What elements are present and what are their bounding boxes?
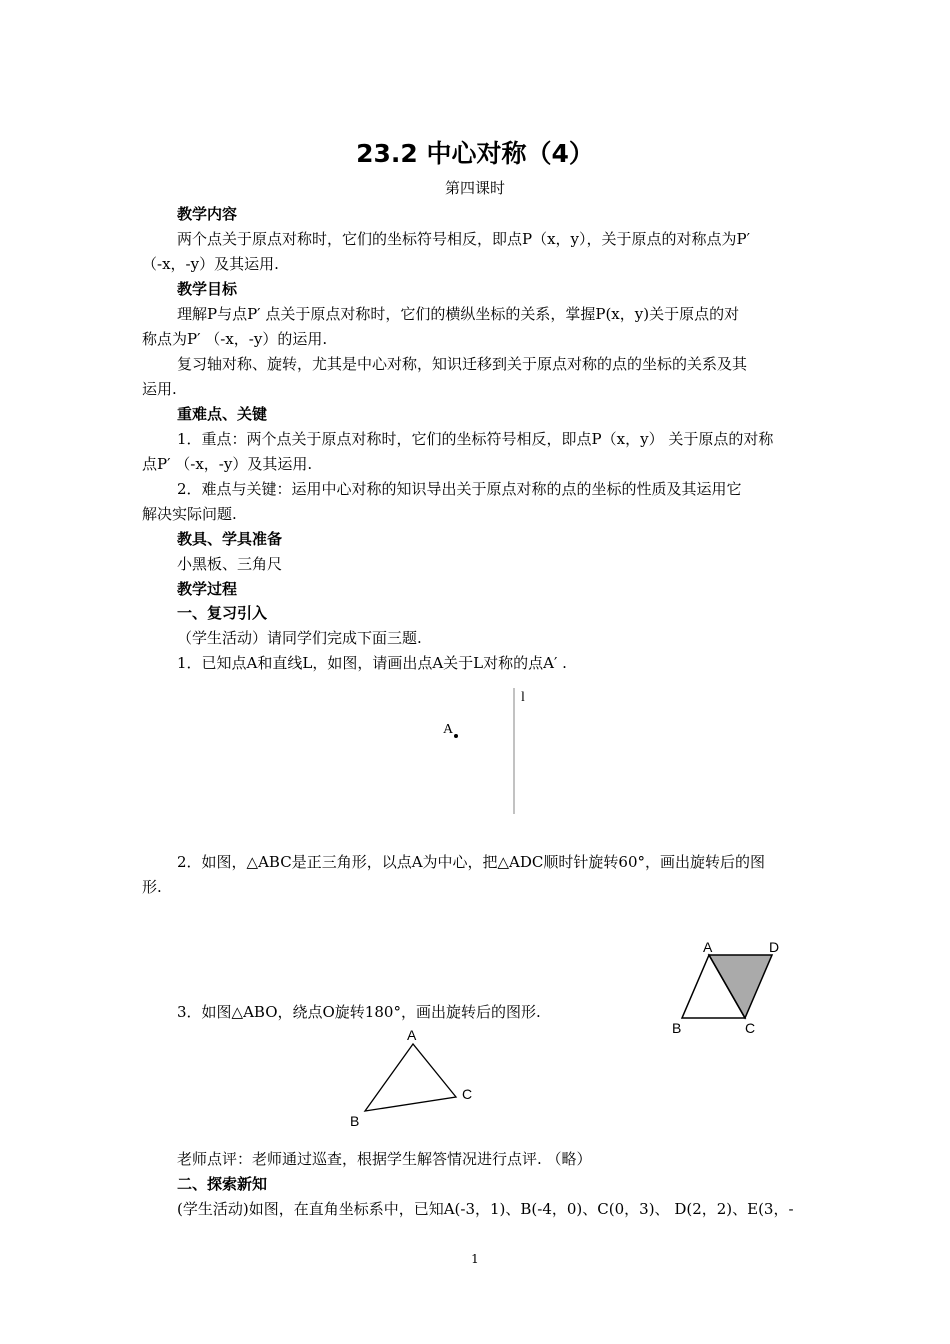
- fig3-label-c: C: [462, 1086, 473, 1102]
- fig2-label-a: A: [703, 939, 713, 955]
- goals-p1-line-2: 称点为P′ （-x，-y）的运用.: [142, 330, 328, 348]
- tools-text: 小黑板、三角尺: [177, 555, 283, 573]
- question-1: 1．已知点A和直线L，如图，请画出点A关于L对称的点A′ .: [177, 654, 567, 672]
- triangle-abc-fig3: [365, 1044, 456, 1111]
- review-intro: （学生活动）请同学们完成下面三题.: [177, 629, 422, 647]
- fig2-label-c: C: [745, 1020, 756, 1036]
- fig3-label-a: A: [407, 1027, 417, 1043]
- key-1-line-1: 1．重点：两个点关于原点对称时，它们的坐标符号相反，即点P（x，y） 关于原点的对称: [177, 430, 774, 448]
- heading-teaching-content: 教学内容: [177, 205, 238, 223]
- fig3-label-b: B: [350, 1113, 360, 1129]
- content-line-2: （-x，-y）及其运用.: [142, 255, 279, 273]
- triangle-abc: [682, 955, 745, 1018]
- key-2-line-2: 解决实际问题.: [142, 505, 237, 523]
- heading-teaching-goals: 教学目标: [177, 280, 238, 298]
- question-2-line-1: 2．如图，△ABC是正三角形，以点A为中心，把△ADC顺时针旋转60°，画出旋转后的图: [177, 853, 765, 871]
- question-2-line-2: 形.: [142, 878, 162, 896]
- content-line-1: 两个点关于原点对称时，它们的坐标符号相反，即点P（x，y），关于原点的对称点为P′: [177, 230, 751, 248]
- page-number: 1: [471, 1252, 479, 1266]
- heading-explore: 二、探索新知: [177, 1175, 268, 1193]
- point-a-label: A: [443, 722, 454, 737]
- fig2-label-b: B: [672, 1020, 682, 1036]
- teacher-comment: 老师点评：老师通过巡查，根据学生解答情况进行点评. （略）: [177, 1150, 592, 1168]
- goals-p2-line-1: 复习轴对称、旋转，尤其是中心对称，知识迁移到关于原点对称的点的坐标的关系及其: [177, 355, 748, 373]
- heading-tools: 教具、学具准备: [177, 530, 283, 548]
- point-a: [454, 734, 458, 738]
- heading-review: 一、复习引入: [177, 604, 268, 622]
- fig2-label-d: D: [769, 939, 780, 955]
- line-l-label: l: [521, 690, 525, 705]
- shaded-triangle-adc: [709, 955, 772, 1018]
- explore-line-1: (学生活动)如图，在直角坐标系中，已知A(-3，1)、B(-4，0)、C(0，3)、 D(2，2)、E(3，-: [177, 1200, 794, 1218]
- key-2-line-1: 2．难点与关键：运用中心对称的知识导出关于原点对称的点的坐标的性质及其运用它: [177, 480, 742, 498]
- page-subtitle: 第四课时: [444, 179, 505, 197]
- heading-process: 教学过程: [177, 580, 238, 598]
- goals-p2-line-2: 运用.: [142, 380, 177, 398]
- goals-p1-line-1: 理解P与点P′ 点关于原点对称时，它们的横纵坐标的关系，掌握P(x，y)关于原点的对: [177, 305, 740, 323]
- key-1-line-2: 点P′ （-x，-y）及其运用.: [142, 455, 313, 473]
- question-3: 3．如图△ABO，绕点O旋转180°，画出旋转后的图形.: [177, 1003, 541, 1021]
- heading-key-points: 重难点、关键: [177, 405, 268, 423]
- page-title: 23.2 中心对称（4）: [356, 139, 594, 168]
